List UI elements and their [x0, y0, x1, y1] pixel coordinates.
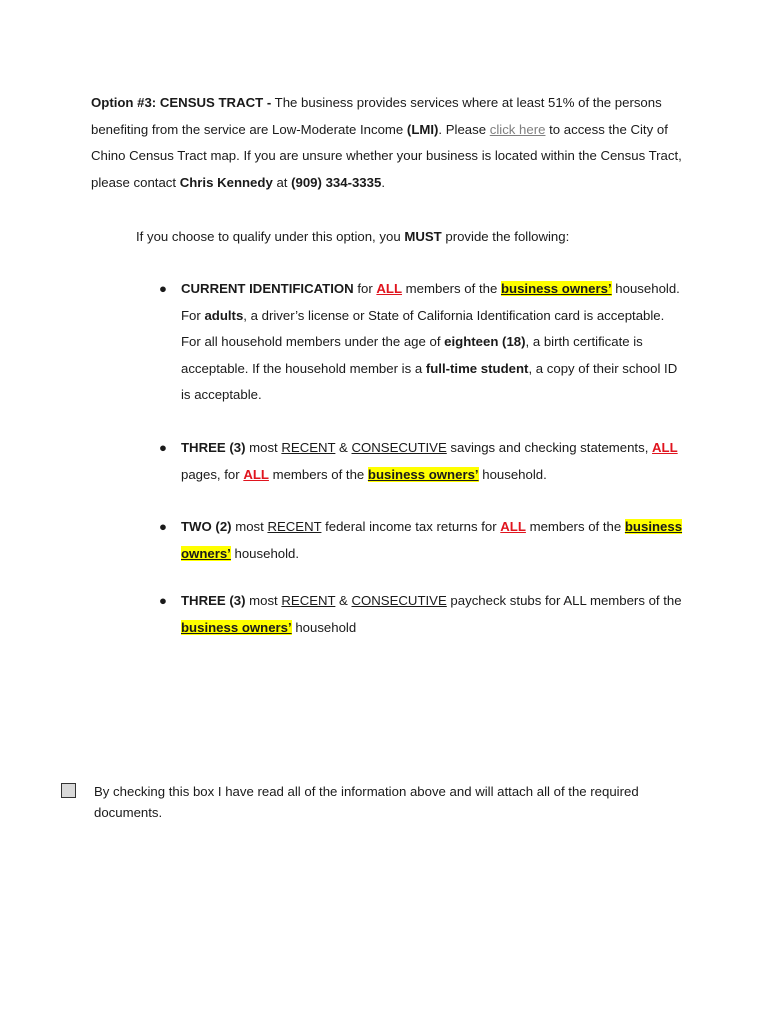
bullet-icon: ●	[159, 519, 167, 534]
bullet-icon: ●	[159, 593, 167, 608]
list-item: ● TWO (2) most RECENT federal income tax returns for ALL members of the business owners’ household.	[181, 514, 686, 567]
all-emphasis: ALL	[376, 281, 403, 296]
census-map-link[interactable]: click here	[489, 121, 546, 137]
item-title: THREE (3)	[181, 593, 246, 608]
item-title: CURRENT IDENTIFICATION	[181, 281, 354, 296]
business-owners-highlight: business owners’	[367, 466, 479, 482]
all-emphasis: ALL	[652, 440, 678, 455]
contact-name: Chris Kennedy	[179, 174, 273, 190]
must-emphasis: MUST	[404, 229, 442, 244]
list-item: ● THREE (3) most RECENT & CONSECUTIVE savings and checking statements, ALL pages, for ALL members of the business owners’ household.	[181, 435, 686, 488]
item-title: THREE (3)	[181, 440, 246, 455]
list-item: ● THREE (3) most RECENT & CONSECUTIVE paycheck stubs for ALL members of the business owners’ household	[181, 588, 686, 641]
bullet-icon: ●	[159, 281, 167, 296]
list-item: ● CURRENT IDENTIFICATION for ALL members of the business owners’ household. For adults, a driver’s license or State of California Identification card is acceptable. For all household members under the age of eighteen (18), a birth certificate is acceptable. If the household member is a full-time student, a copy of their school ID is acceptable.	[181, 276, 686, 409]
business-owners-highlight: business owners’	[500, 281, 612, 296]
all-emphasis: ALL	[243, 466, 269, 482]
acknowledgement-label: By checking this box I have read all of the information above and will attach all of the required documents.	[94, 784, 639, 820]
bullet-icon: ●	[159, 440, 167, 455]
option-paragraph: Option #3: CENSUS TRACT - The business provides services where at least 51% of the persons benefiting from the service are Low-Moderate Income (LMI). Please click here to access the City of Chino Census Tract map. If you are unsure whether your business is located within the Census Tract, please contact Chris Kennedy at (909) 334-3335.	[91, 95, 682, 190]
contact-phone: (909) 334-3335	[291, 174, 382, 190]
lmi-term: (LMI)	[406, 121, 439, 137]
acknowledgement-checkbox[interactable]	[61, 783, 76, 798]
business-owners-highlight: business owners’	[181, 519, 683, 561]
business-owners-highlight: business owners’	[181, 619, 292, 635]
option-label: Option #3: CENSUS TRACT -	[91, 95, 272, 110]
item-title: TWO (2)	[181, 519, 232, 534]
requirements-lead: If you choose to qualify under this option, you MUST provide the following:	[136, 229, 570, 244]
all-emphasis: ALL	[500, 519, 526, 534]
